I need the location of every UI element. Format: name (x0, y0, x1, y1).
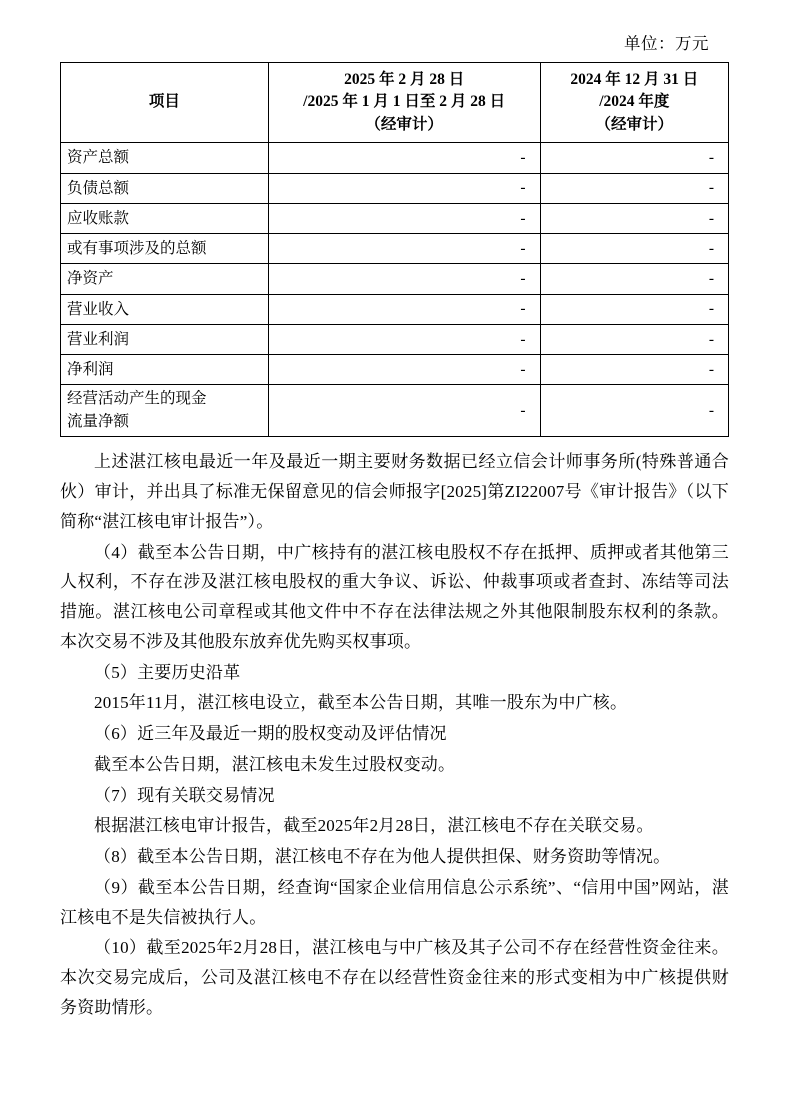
header-cell-item: 项目 (61, 63, 269, 143)
row-value-2024: - (540, 385, 728, 437)
table-row (61, 355, 729, 385)
table-row (61, 324, 729, 354)
row-value-2025: - (268, 264, 540, 294)
row-value-2024: - (540, 203, 728, 233)
row-value-2025: - (268, 143, 540, 173)
table-row (61, 294, 729, 324)
paragraph-item-5-body: 2015年11月，湛江核电设立，截至本公告日期，其唯一股东为中广核。 (94, 693, 628, 713)
paragraph-item-6-heading: （6）近三年及最近一期的股权变动及评估情况 (94, 724, 447, 744)
row-label: 营业利润 (61, 324, 269, 354)
header-cell-period-2024 (540, 63, 728, 143)
row-value-2024: - (540, 264, 728, 294)
row-label: 资产总额 (61, 143, 269, 173)
row-label: 或有事项涉及的总额 (61, 234, 269, 264)
table-header-row (61, 63, 729, 143)
row-value-2025: - (268, 294, 540, 324)
header-2024-line2: /2024 年度 (599, 93, 670, 111)
row-value-2024: - (540, 294, 728, 324)
table-row (61, 203, 729, 233)
row-label: 应收账款 (61, 203, 269, 233)
header-2025-line1: 2025 年 2 月 28 日 (344, 71, 465, 88)
row-value-2024: - (540, 143, 728, 173)
table-row (61, 143, 729, 173)
paragraph-item-10: （10）截至2025年2月28日，湛江核电与中广核及其子公司不存在经营性资金往来。本次交易完成后，公司及湛江核电不存在以经营性资金往来的形式变相为中广核提供财务资助情形。 (60, 938, 729, 1017)
row-value-2024: - (540, 173, 728, 203)
table-row (61, 173, 729, 203)
row-value-2024: - (540, 324, 728, 354)
table-row (61, 234, 729, 264)
row-value-2025: - (268, 234, 540, 264)
row-value-2025: - (268, 355, 540, 385)
paragraph-item-6-body: 截至本公告日期，湛江核电未发生过股权变动。 (94, 754, 456, 774)
table-row-cashflow (61, 385, 729, 437)
header-2024-line1: 2024 年 12 月 31 日 (570, 71, 699, 88)
row-label: 负债总额 (61, 173, 269, 203)
row-label-line1: 经营活动产生的现金 (67, 390, 207, 408)
row-value-2025: - (268, 173, 540, 203)
row-value-2024: - (540, 234, 728, 264)
row-value-2025: - (268, 385, 540, 437)
financial-data-table (60, 62, 729, 437)
header-cell-period-2025 (268, 63, 540, 143)
paragraph-item-9: （9）截至本公告日期，经查询“国家企业信用信息公示系统”、“信用中国”网站，湛江核电不是失信被执行人。 (60, 877, 729, 927)
row-label-cashflow (61, 385, 269, 437)
paragraph-item-7-heading: （7）现有关联交易情况 (94, 785, 275, 805)
paragraph-item-7-body: 根据湛江核电审计报告，截至2025年2月28日，湛江核电不存在关联交易。 (94, 816, 654, 836)
row-label: 净资产 (61, 264, 269, 294)
body-text (60, 447, 729, 1022)
row-value-2025: - (268, 324, 540, 354)
row-label: 净利润 (61, 355, 269, 385)
header-2025-line2: /2025 年 1 月 1 日至 2 月 28 日 (303, 93, 506, 111)
header-2025-line3: （经审计） (365, 115, 443, 133)
table-header (61, 63, 729, 143)
table-row (61, 264, 729, 294)
unit-note: 单位：万元 (624, 34, 709, 53)
paragraph-item-4: （4）截至本公告日期，中广核持有的湛江核电股权不存在抵押、质押或者其他第三人权利，不存在涉及湛江核电股权的重大争议、诉讼、仲裁事项或者查封、冻结等司法措施。湛江核电公司章程或其他文件中不存在法律法规之外其他限制股东权利的条款。本次交易不涉及其他股东放弃优先购买权事项。 (60, 542, 729, 651)
paragraph-item-8: （8）截至本公告日期，湛江核电不存在为他人提供担保、财务资助等情况。 (94, 847, 671, 867)
row-label-line2: 流量净额 (67, 412, 130, 430)
table-body (61, 143, 729, 437)
header-2024-line3: （经审计） (595, 115, 674, 133)
paragraph-item-5-heading: （5）主要历史沿革 (94, 662, 241, 682)
row-value-2025: - (268, 203, 540, 233)
row-label: 营业收入 (61, 294, 269, 324)
row-value-2024: - (540, 355, 728, 385)
paragraph-audit-report: 上述湛江核电最近一年及最近一期主要财务数据已经立信会计师事务所(特殊普通合伙）审计，并出具了标准无保留意见的信会师报字[2025]第ZI22007号《审计报告》（以下简称“湛江核电审计报告”）。 (60, 452, 729, 531)
